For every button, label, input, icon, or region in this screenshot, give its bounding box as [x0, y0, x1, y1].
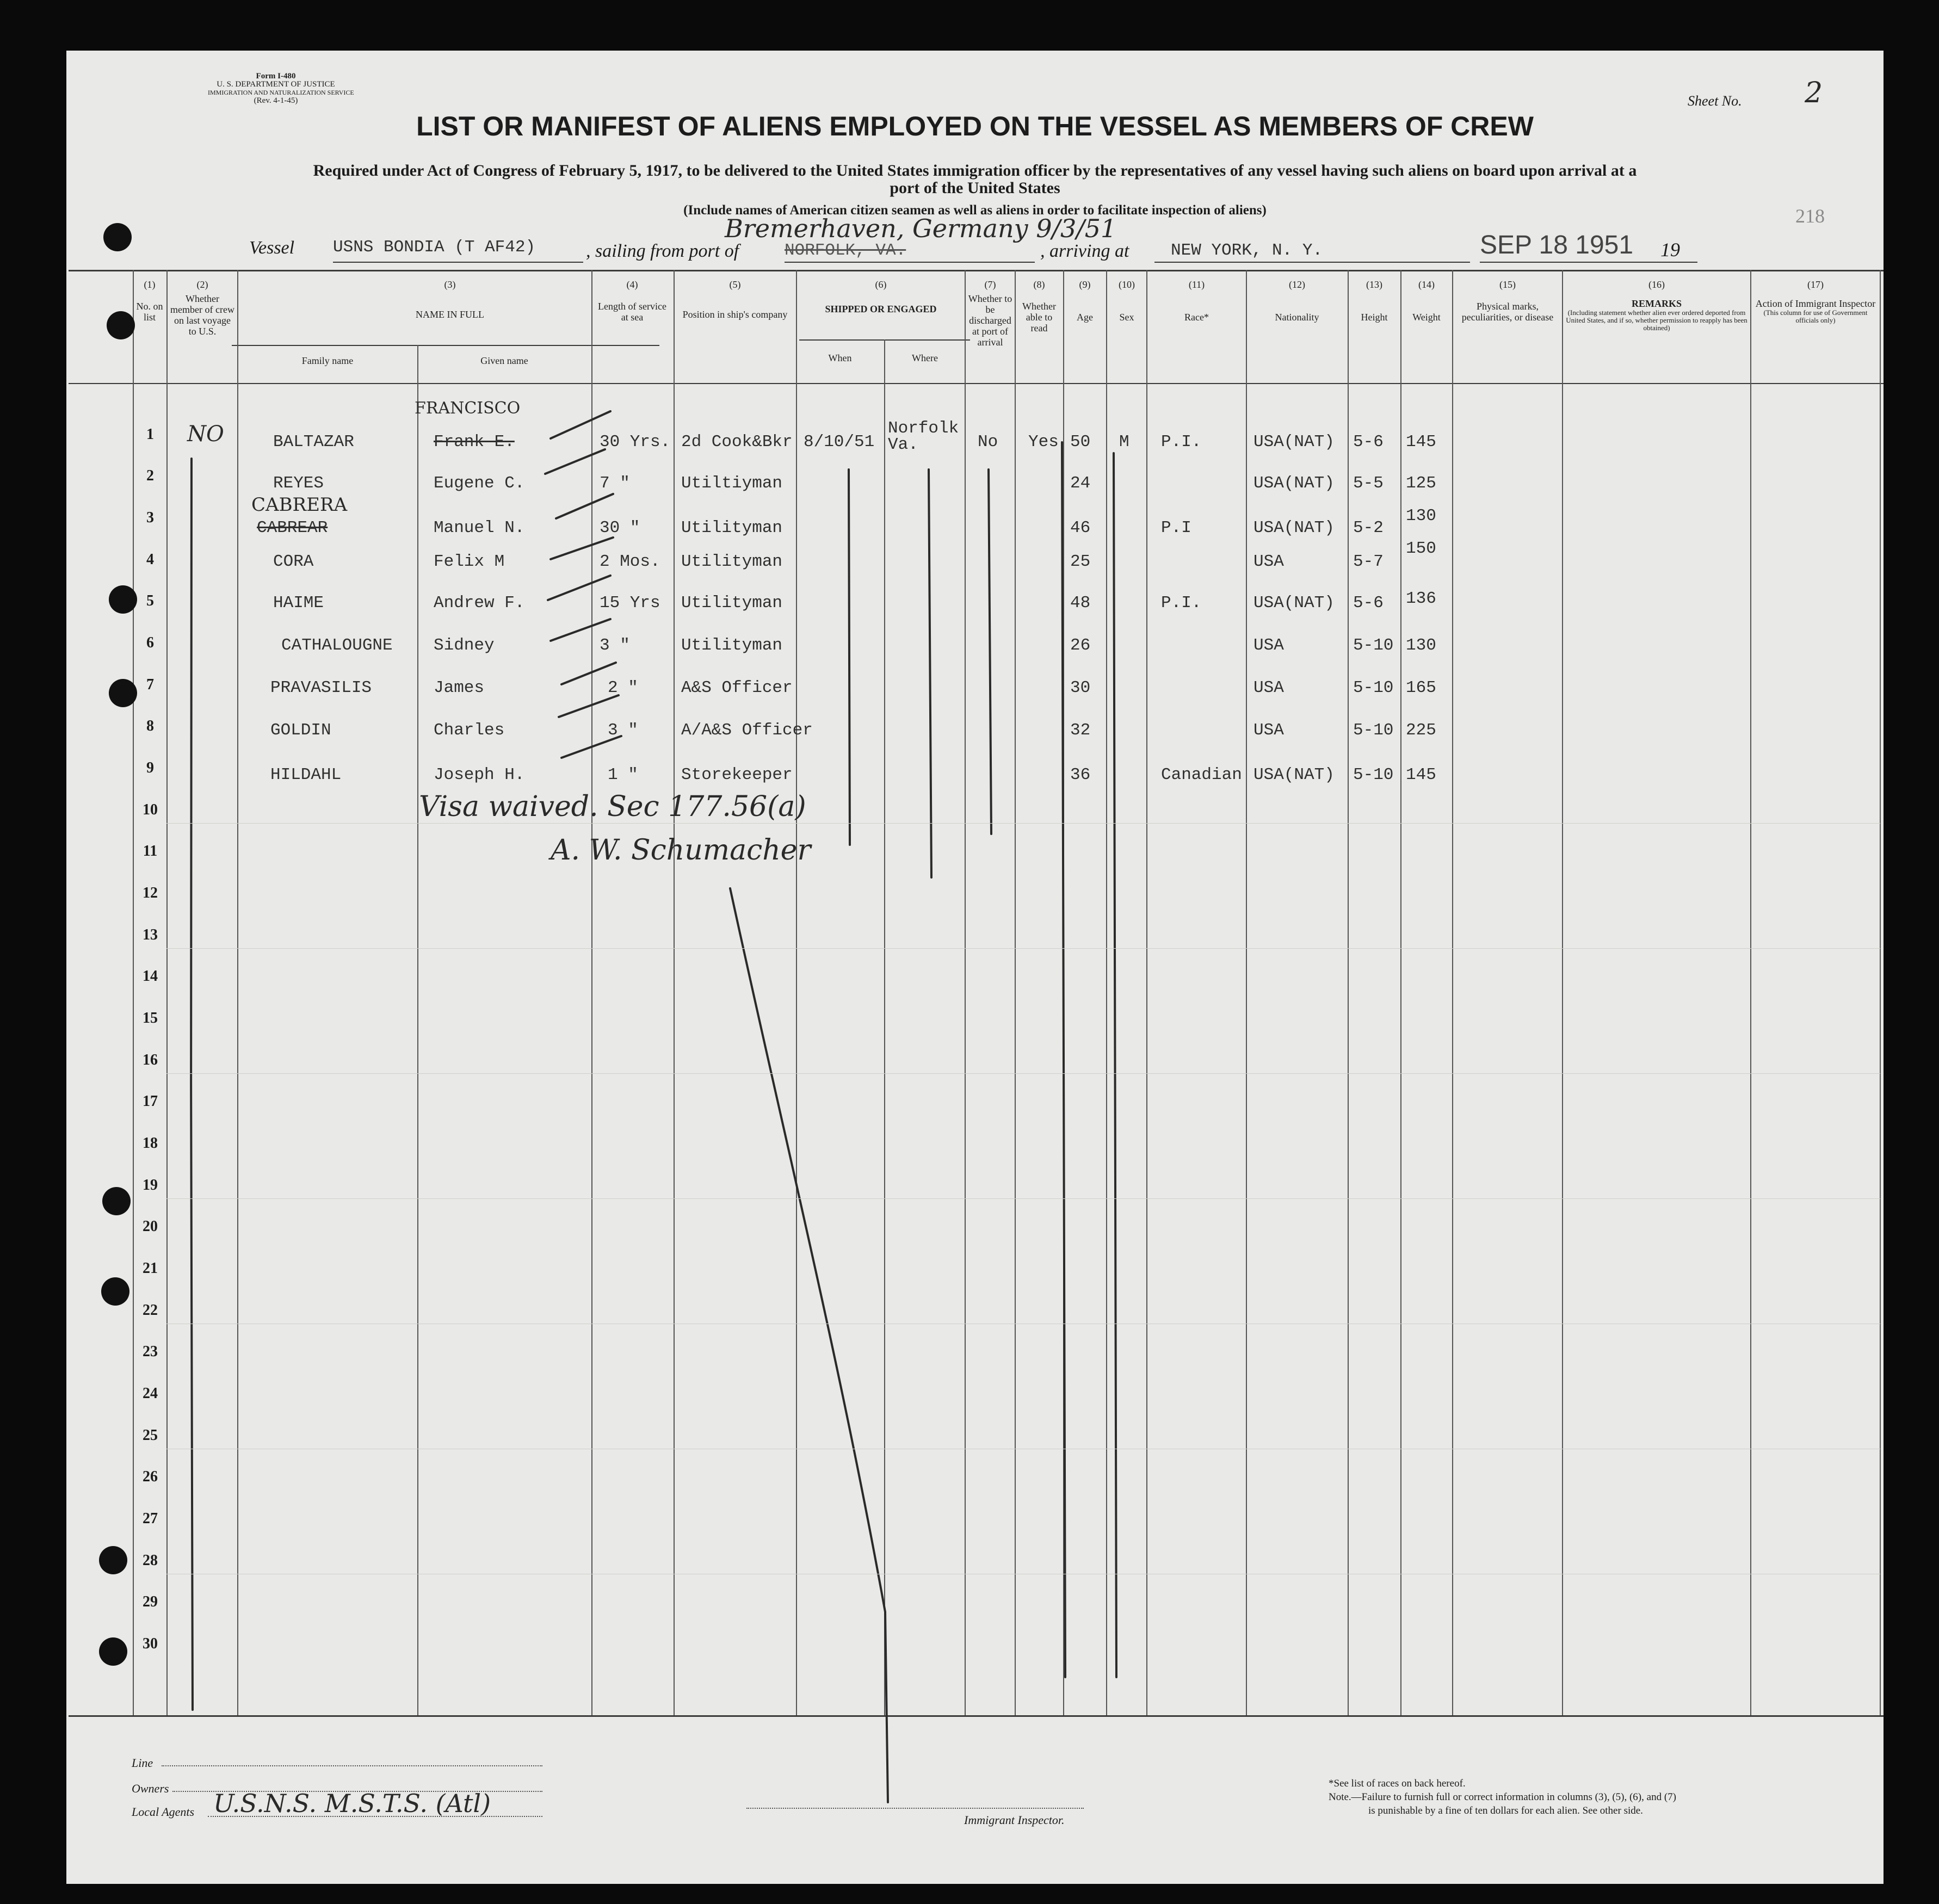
row-number: 18 — [143, 1135, 158, 1152]
weight: 136 — [1406, 589, 1436, 608]
family-name: HILDAHL — [270, 765, 342, 784]
height: 5-10 — [1353, 721, 1394, 740]
nationality: USA(NAT) — [1253, 594, 1335, 613]
col5-num: (5) — [729, 279, 741, 290]
col11-label: Race* — [1184, 312, 1209, 323]
col2-num: (2) — [196, 279, 208, 290]
punch-hole — [107, 311, 135, 339]
row-number: 6 — [146, 634, 154, 651]
age: 26 — [1070, 636, 1091, 655]
service-length: 30 " — [600, 518, 640, 537]
position: A&S Officer — [681, 678, 793, 697]
col11-num: (11) — [1188, 279, 1205, 290]
inspector-label: Immigrant Inspector. — [964, 1813, 1065, 1827]
height: 5-10 — [1353, 678, 1394, 697]
punch-hole — [109, 679, 137, 707]
col12-label: Nationality — [1275, 312, 1319, 323]
row-number: 5 — [146, 592, 154, 609]
position: Utilityman — [681, 594, 783, 613]
col9-label: Age — [1077, 312, 1093, 323]
nationality: USA — [1253, 636, 1284, 655]
row-number: 19 — [143, 1177, 158, 1194]
visa-waiver-note: Visa waived. Sec 177.56(a) — [419, 790, 806, 823]
agents-label: Local Agents — [132, 1805, 195, 1819]
races-note: *See list of races on back hereof. — [1329, 1778, 1466, 1789]
vessel-name: USNS BONDIA (T AF42) — [333, 238, 536, 257]
family-name: GOLDIN — [270, 721, 331, 740]
crew-prev-voyage: NO — [187, 422, 224, 447]
given-name: James — [434, 678, 485, 697]
col15-num: (15) — [1499, 279, 1516, 290]
service-name: IMMIGRATION AND NATURALIZATION SERVICE — [208, 89, 354, 96]
age: 25 — [1070, 552, 1091, 571]
col17-label: Action of Immigrant Inspector — [1755, 298, 1876, 309]
row-number: 9 — [146, 759, 154, 776]
age: 48 — [1070, 594, 1091, 613]
row-number: 16 — [143, 1052, 158, 1068]
height: 5-6 — [1353, 594, 1384, 613]
nationality: USA(NAT) — [1253, 432, 1335, 452]
dept-name: U. S. DEPARTMENT OF JUSTICE — [217, 80, 335, 89]
col14-num: (14) — [1418, 279, 1435, 290]
year-label: 19 — [1660, 239, 1680, 261]
row-number: 7 — [146, 676, 154, 693]
col9-num: (9) — [1079, 279, 1091, 290]
row-number: 14 — [143, 968, 158, 985]
service-length: 30 Yrs. — [600, 432, 671, 452]
row-number: 1 — [146, 426, 154, 443]
col5-label: Position in ship's company — [682, 309, 788, 320]
page-title: LIST OR MANIFEST OF ALIENS EMPLOYED ON THE VESSEL AS MEMBERS OF CREW — [416, 111, 1534, 141]
col8-label: Whether able to read — [1022, 301, 1056, 333]
nationality: USA(NAT) — [1253, 518, 1335, 537]
handwritten-strokes — [66, 51, 1884, 1884]
row-number: 25 — [143, 1427, 158, 1444]
col14-label: Weight — [1412, 312, 1441, 323]
col6-where-header: Where — [912, 353, 938, 363]
manifest-sheet — [66, 51, 1884, 1884]
punch-hole — [102, 1187, 131, 1215]
col13-num: (13) — [1366, 279, 1382, 290]
row-number: 29 — [143, 1593, 158, 1610]
position: Utiltiyman — [681, 474, 783, 493]
shipped-where: Norfolk Va. — [888, 419, 959, 454]
service-length: 1 " — [608, 765, 638, 784]
row-number: 4 — [146, 551, 154, 568]
agents-value: U.S.N.S. M.S.T.S. (Atl) — [213, 1789, 491, 1818]
col6-num: (6) — [875, 279, 887, 290]
col4-label: Length of service at sea — [598, 301, 666, 323]
discharged: No — [978, 432, 998, 452]
service-length: 15 Yrs — [600, 594, 660, 613]
col16-label: REMARKS — [1631, 298, 1682, 309]
col8-num: (8) — [1033, 279, 1045, 290]
given-name: Felix M — [434, 552, 505, 571]
position: A/A&S Officer — [681, 721, 813, 740]
sex: M — [1119, 432, 1129, 452]
sheet-label: Sheet No. — [1688, 93, 1742, 109]
shipped-when: 8/10/51 — [804, 432, 875, 452]
col17-num: (17) — [1807, 279, 1824, 290]
col13-label: Height — [1361, 312, 1388, 323]
service-length: 3 " — [608, 721, 638, 740]
form-rev: (Rev. 4-1-45) — [254, 96, 298, 105]
line-label: Line — [132, 1756, 153, 1770]
height: 5-10 — [1353, 765, 1394, 784]
height: 5-2 — [1353, 518, 1384, 537]
col12-num: (12) — [1289, 279, 1305, 290]
row-number: 26 — [143, 1468, 158, 1485]
family-name: PRAVASILIS — [270, 678, 372, 697]
family-name: BALTAZAR — [273, 432, 354, 452]
age: 24 — [1070, 474, 1091, 493]
col10-label: Sex — [1119, 312, 1134, 323]
punch-hole — [99, 1546, 127, 1574]
given-name: Andrew F. — [434, 594, 525, 613]
weight: 145 — [1406, 765, 1436, 784]
inspector-signature: A. W. Schumacher — [551, 834, 811, 867]
race: P.I — [1161, 518, 1191, 537]
weight: 150 — [1406, 539, 1436, 558]
family-name: CABREAR — [257, 518, 328, 537]
service-length: 3 " — [600, 636, 630, 655]
subtitle-line2: port of the United States — [890, 179, 1060, 197]
given-name: Charles — [434, 721, 505, 740]
arriving-port: NEW YORK, N. Y. — [1171, 241, 1323, 260]
service-length: 7 " — [600, 474, 630, 493]
punch-hole — [103, 223, 132, 251]
col16-num: (16) — [1648, 279, 1665, 290]
owners-label: Owners — [132, 1782, 169, 1795]
col6-label: SHIPPED OR ENGAGED — [825, 304, 937, 314]
row-number: 28 — [143, 1552, 158, 1569]
given-name: Joseph H. — [434, 765, 525, 784]
col7-num: (7) — [984, 279, 996, 290]
family-name-correction: CABRERA — [251, 494, 348, 516]
punch-hole — [109, 585, 137, 614]
sheet-number: 2 — [1805, 77, 1823, 109]
height: 5-10 — [1353, 636, 1394, 655]
position: Storekeeper — [681, 765, 793, 784]
given-name: Frank E. — [434, 432, 515, 452]
col1-label: No. on list — [136, 301, 163, 323]
position: Utilityman — [681, 636, 783, 655]
row-number: 27 — [143, 1510, 158, 1527]
subtitle-line1: Required under Act of Congress of February 5, 1917, to be delivered to the United States immigration officer by the representatives of any vessel having such aliens on board upon arrival at a — [313, 162, 1637, 180]
nationality: USA(NAT) — [1253, 474, 1335, 493]
age: 36 — [1070, 765, 1091, 784]
family-name: CORA — [273, 552, 314, 571]
family-name: REYES — [273, 474, 324, 493]
punch-hole — [99, 1637, 127, 1666]
col4-num: (4) — [626, 279, 638, 290]
weight: 130 — [1406, 636, 1436, 655]
service-length: 2 Mos. — [600, 552, 660, 571]
col16-sub: (Including statement whether alien ever ordered deported from United States, and if so, whether permission to reapply has been obtained) — [1566, 308, 1747, 332]
row-number: 11 — [143, 843, 158, 860]
age: 30 — [1070, 678, 1091, 697]
race: P.I. — [1161, 594, 1202, 613]
col1-num: (1) — [144, 279, 156, 290]
date-stamp: SEP 18 1951 — [1480, 231, 1634, 259]
col3-label: NAME IN FULL — [416, 309, 484, 320]
col15-label: Physical marks, peculiarities, or disease — [1461, 301, 1554, 323]
row-number: 15 — [143, 1010, 158, 1027]
weight: 145 — [1406, 432, 1436, 452]
row-number: 24 — [143, 1385, 158, 1402]
arriving-label: , arriving at — [1040, 241, 1129, 261]
weight: 165 — [1406, 678, 1436, 697]
col2-label: Whether member of crew on last voyage to U.S. — [170, 293, 234, 337]
row-number: 17 — [143, 1093, 158, 1110]
row-number: 3 — [146, 509, 154, 526]
col3-given-header: Given name — [480, 355, 528, 366]
age: 46 — [1070, 518, 1091, 537]
row-number: 23 — [143, 1343, 158, 1360]
row-number: 22 — [143, 1302, 158, 1319]
sailing-label: , sailing from port of — [586, 241, 739, 261]
row-number: 10 — [143, 801, 158, 818]
given-name-correction: FRANCISCO — [415, 399, 521, 418]
penalty-note-line2: is punishable by a fine of ten dollars for each alien. See other side. — [1368, 1805, 1643, 1816]
family-name: CATHALOUGNE — [281, 636, 393, 655]
nationality: USA — [1253, 552, 1284, 571]
col3-num: (3) — [444, 279, 456, 290]
vessel-label: Vessel — [249, 238, 295, 258]
nationality: USA — [1253, 721, 1284, 740]
subtitle-note: (Include names of American citizen seamen as well as aliens in order to facilitate inspection of aliens) — [683, 203, 1267, 218]
position: 2d Cook&Bkr — [681, 432, 793, 452]
sailing-port-typed: NORFOLK, VA. — [785, 241, 906, 260]
line-field — [162, 1765, 542, 1766]
penalty-note-line1: Note.—Failure to furnish full or correct information in columns (3), (5), (6), and (7) — [1329, 1791, 1676, 1803]
height: 5-5 — [1353, 474, 1384, 493]
col10-num: (10) — [1119, 279, 1135, 290]
col3-family-header: Family name — [301, 355, 354, 366]
given-name: Sidney — [434, 636, 495, 655]
weight: 125 — [1406, 474, 1436, 493]
given-name: Manuel N. — [434, 518, 525, 537]
able-to-read: Yes — [1028, 432, 1059, 452]
row-number: 8 — [146, 718, 154, 734]
height: 5-7 — [1353, 552, 1384, 571]
nationality: USA(NAT) — [1253, 765, 1335, 784]
service-length: 2 " — [608, 678, 638, 697]
position: Utilityman — [681, 518, 783, 537]
age: 50 — [1070, 432, 1091, 452]
row-number: 21 — [143, 1260, 158, 1277]
age: 32 — [1070, 721, 1091, 740]
col17-sub: (This column for use of Government officials only) — [1763, 308, 1868, 324]
race: Canadian — [1161, 765, 1242, 784]
col7-label: Whether to be discharged at port of arrival — [968, 293, 1012, 348]
inspector-signature-line — [746, 1808, 1084, 1809]
weight: 225 — [1406, 721, 1436, 740]
height: 5-6 — [1353, 432, 1384, 452]
form-number: Form I-480 — [256, 72, 296, 81]
nationality: USA — [1253, 678, 1284, 697]
position: Utilityman — [681, 552, 783, 571]
agents-field — [208, 1816, 542, 1817]
col6-when-header: When — [828, 353, 852, 363]
row-number: 30 — [143, 1635, 158, 1652]
stamp-number: 218 — [1795, 205, 1825, 227]
row-number: 12 — [143, 885, 158, 901]
sailing-port-handwritten: Bremerhaven, Germany 9/3/51 — [725, 214, 1117, 243]
punch-hole — [101, 1277, 129, 1306]
given-name: Eugene C. — [434, 474, 525, 493]
row-number: 2 — [146, 467, 154, 484]
row-number: 13 — [143, 926, 158, 943]
race: P.I. — [1161, 432, 1202, 452]
family-name: HAIME — [273, 594, 324, 613]
weight: 130 — [1406, 506, 1436, 526]
row-number: 20 — [143, 1218, 158, 1235]
